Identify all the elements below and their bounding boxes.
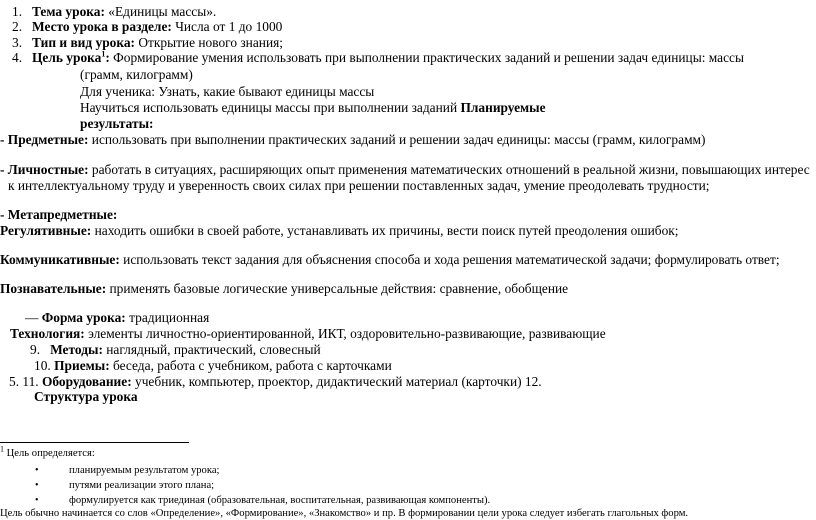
cognitive-label: Познавательные: xyxy=(0,281,107,296)
item-number: 2. xyxy=(12,19,23,34)
form-dash: — xyxy=(25,310,39,325)
techniques-text: беседа, работа с учебником, работа с карточками xyxy=(109,358,392,373)
footnote-bullet-item: планируемым результатом урока; xyxy=(69,465,220,476)
place-text: Числа от 1 до 1000 xyxy=(171,19,283,34)
footnote-intro xyxy=(0,444,95,460)
topic-text: «Единицы массы». xyxy=(104,4,217,19)
results-label: результаты: xyxy=(80,116,154,131)
subject-results xyxy=(0,132,705,148)
goal-student: Для ученика: Узнать, какие бывают единицы массы xyxy=(80,84,375,99)
personal-results-cont: к интеллектуальному труду и уверенность своих силах при решении поставленных задач, умение преодолевать трудности; xyxy=(8,178,710,193)
footnote-bullet-item: путями реализации этого плана; xyxy=(69,480,215,491)
lesson-form xyxy=(25,310,209,326)
equipment-label: Оборудование: xyxy=(42,374,132,389)
item-goal xyxy=(12,50,744,66)
footnote-separator xyxy=(0,442,189,443)
item-topic xyxy=(12,4,216,20)
equipment-text: учебник, компьютер, проектор, дидактический материал (карточки) 12. xyxy=(131,374,542,389)
equipment-number: 5. 11. xyxy=(9,374,39,389)
goal-learn xyxy=(80,100,546,116)
techniques-number: 10. xyxy=(34,358,51,373)
regulatory-label: Регулятивные: xyxy=(0,223,92,238)
footnote-closing: Цель обычно начинается со слов «Определение», «Формирование», «Знакомство» и пр. В формировании цели урока следует избегать глагольных форм. xyxy=(0,508,689,519)
topic-label: Тема урока: xyxy=(32,4,105,19)
regulatory-results xyxy=(0,223,679,239)
goal-label: Цель урока xyxy=(32,50,102,65)
subject-text: использовать при выполнении практических заданий и решении задач единицы: массы (грамм, килограмм) xyxy=(88,132,706,147)
meta-label: - Метапредметные: xyxy=(0,207,118,222)
item-number: 3. xyxy=(12,35,23,50)
personal-text: работать в ситуациях, расширяющих опыт применения математических отношений в реальной жизни, повышающих интерес xyxy=(88,162,810,177)
type-label: Тип и вид урока: xyxy=(32,35,136,50)
communicative-text: использовать текст задания для объяснения способа и хода решения математической задачи; формулировать ответ; xyxy=(119,252,780,267)
goal-colon: : xyxy=(105,50,110,65)
item-type xyxy=(12,35,283,51)
regulatory-text: находить ошибки в своей работе, устанавливать их причины, вести поиск путей преодоления ошибок; xyxy=(91,223,679,238)
communicative-label: Коммуникативные: xyxy=(0,252,120,267)
equipment xyxy=(9,374,542,390)
footnote-mark: 1 xyxy=(0,444,4,454)
bullet-icon: • xyxy=(35,465,39,476)
bullet-icon: • xyxy=(35,480,39,491)
footnote-bullet-item: формулируется как триединая (образовательная, воспитательная, развивающая компоненты). xyxy=(69,495,491,506)
technology-text: элементы личностно-ориентированной, ИКТ, оздоровительно-развивающие, развивающие xyxy=(84,326,606,341)
planned-label: Планируемые xyxy=(460,100,546,115)
personal-label: - Личностные: xyxy=(0,162,89,177)
form-label: Форма урока: xyxy=(41,310,126,325)
technology xyxy=(10,326,606,342)
methods xyxy=(30,342,321,358)
bullet-icon: • xyxy=(35,495,39,506)
type-text: Открытие нового знания; xyxy=(135,35,283,50)
techniques-label: Приемы: xyxy=(54,358,110,373)
cognitive-text: применять базовые логические универсальные действия: сравнение, обобщение xyxy=(106,281,569,296)
footnote-intro-text: Цель определяется: xyxy=(4,448,95,459)
item-number: 1. xyxy=(12,4,23,19)
lesson-structure-heading: Структура урока xyxy=(34,389,138,404)
footnote-ref: 1 xyxy=(101,49,106,59)
goal-text: Формирование умения использовать при выполнении практических заданий и решении задач единицы: массы xyxy=(109,50,744,65)
methods-text: наглядный, практический, словесный xyxy=(102,342,321,357)
cognitive-results xyxy=(0,281,568,297)
methods-label: Методы: xyxy=(50,342,103,357)
form-text: традиционная xyxy=(125,310,210,325)
personal-results xyxy=(0,162,810,178)
goal-learn-text: Научиться использовать единицы массы при выполнении заданий xyxy=(80,100,461,115)
subject-label: - Предметные: xyxy=(0,132,89,147)
techniques xyxy=(34,358,392,374)
communicative-results xyxy=(0,252,780,268)
item-place xyxy=(12,19,282,35)
goal-continuation: (грамм, килограмм) xyxy=(80,67,193,82)
place-label: Место урока в разделе: xyxy=(32,19,172,34)
technology-label: Технология: xyxy=(10,326,85,341)
methods-number: 9. xyxy=(30,342,41,357)
item-number: 4. xyxy=(12,50,23,65)
